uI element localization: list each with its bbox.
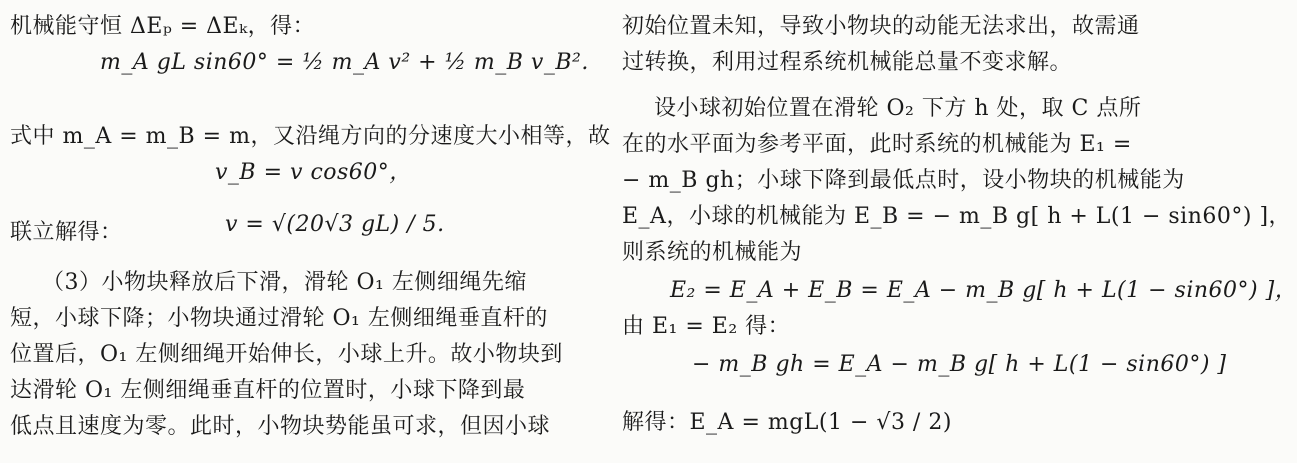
right-line-5: − m_B gh；小球下降到最低点时，设小物块的机械能为	[622, 168, 1185, 193]
left-paragraph-line-3: 位置后，O₁ 左侧细绳开始伸长，小球上升。故小物块到	[10, 342, 563, 367]
left-line-3-label: 联立解得：	[10, 220, 123, 245]
left-paragraph-line-5: 低点且速度为零。此时，小物块势能虽可求，但因小球	[10, 414, 551, 439]
right-line-9-result: 解得：E_A = mgL(1 − √3 / 2)	[622, 410, 952, 435]
equation-velocity-relation: v_B = v cos60°，	[215, 160, 412, 185]
left-paragraph-line-4: 达滑轮 O₁ 左侧细绳垂直杆的位置时，小球下降到最	[10, 378, 526, 403]
right-line-3: 设小球初始位置在滑轮 O₂ 下方 h 处，取 C 点所	[654, 96, 1142, 121]
equation-e1-equals-e2: − m_B gh = E_A − m_B g[ h + L(1 − sin60°) ]	[692, 352, 1227, 377]
left-paragraph-line-1: （3）小物块释放后下滑，滑轮 O₁ 左侧细绳先缩	[42, 270, 527, 295]
equation-solution-v: v = √(20√3 gL) / 5.	[225, 212, 445, 237]
equation-e2: E₂ = E_A + E_B = E_A − m_B g[ h + L(1 − sin60°) ]，	[670, 278, 1297, 303]
right-line-1: 初始位置未知，导致小物块的动能无法求出，故需通	[622, 14, 1140, 39]
right-line-4: 在的水平面为参考平面，此时系统的机械能为 E₁ =	[622, 132, 1132, 157]
left-line-1: 机械能守恒 ΔEₚ = ΔEₖ，得：	[10, 14, 316, 39]
right-line-7: 则系统的机械能为	[622, 240, 803, 265]
right-line-6: E_A，小球的机械能为 E_B = − m_B g[ h + L(1 − sin60°) ]，	[622, 204, 1292, 229]
left-paragraph-line-2: 短，小球下降；小物块通过滑轮 O₁ 左侧细绳垂直杆的	[10, 306, 548, 331]
right-line-2: 过转换，利用过程系统机械能总量不变求解。	[622, 50, 1073, 75]
left-line-2: 式中 m_A = m_B = m，又沿绳方向的分速度大小相等，故	[10, 124, 611, 149]
equation-energy-text: m_A gL sin60° = ½ m_A v² + ½ m_B v_B².	[100, 50, 589, 75]
right-line-8: 由 E₁ = E₂ 得：	[622, 314, 791, 339]
equation-energy	[100, 48, 680, 78]
